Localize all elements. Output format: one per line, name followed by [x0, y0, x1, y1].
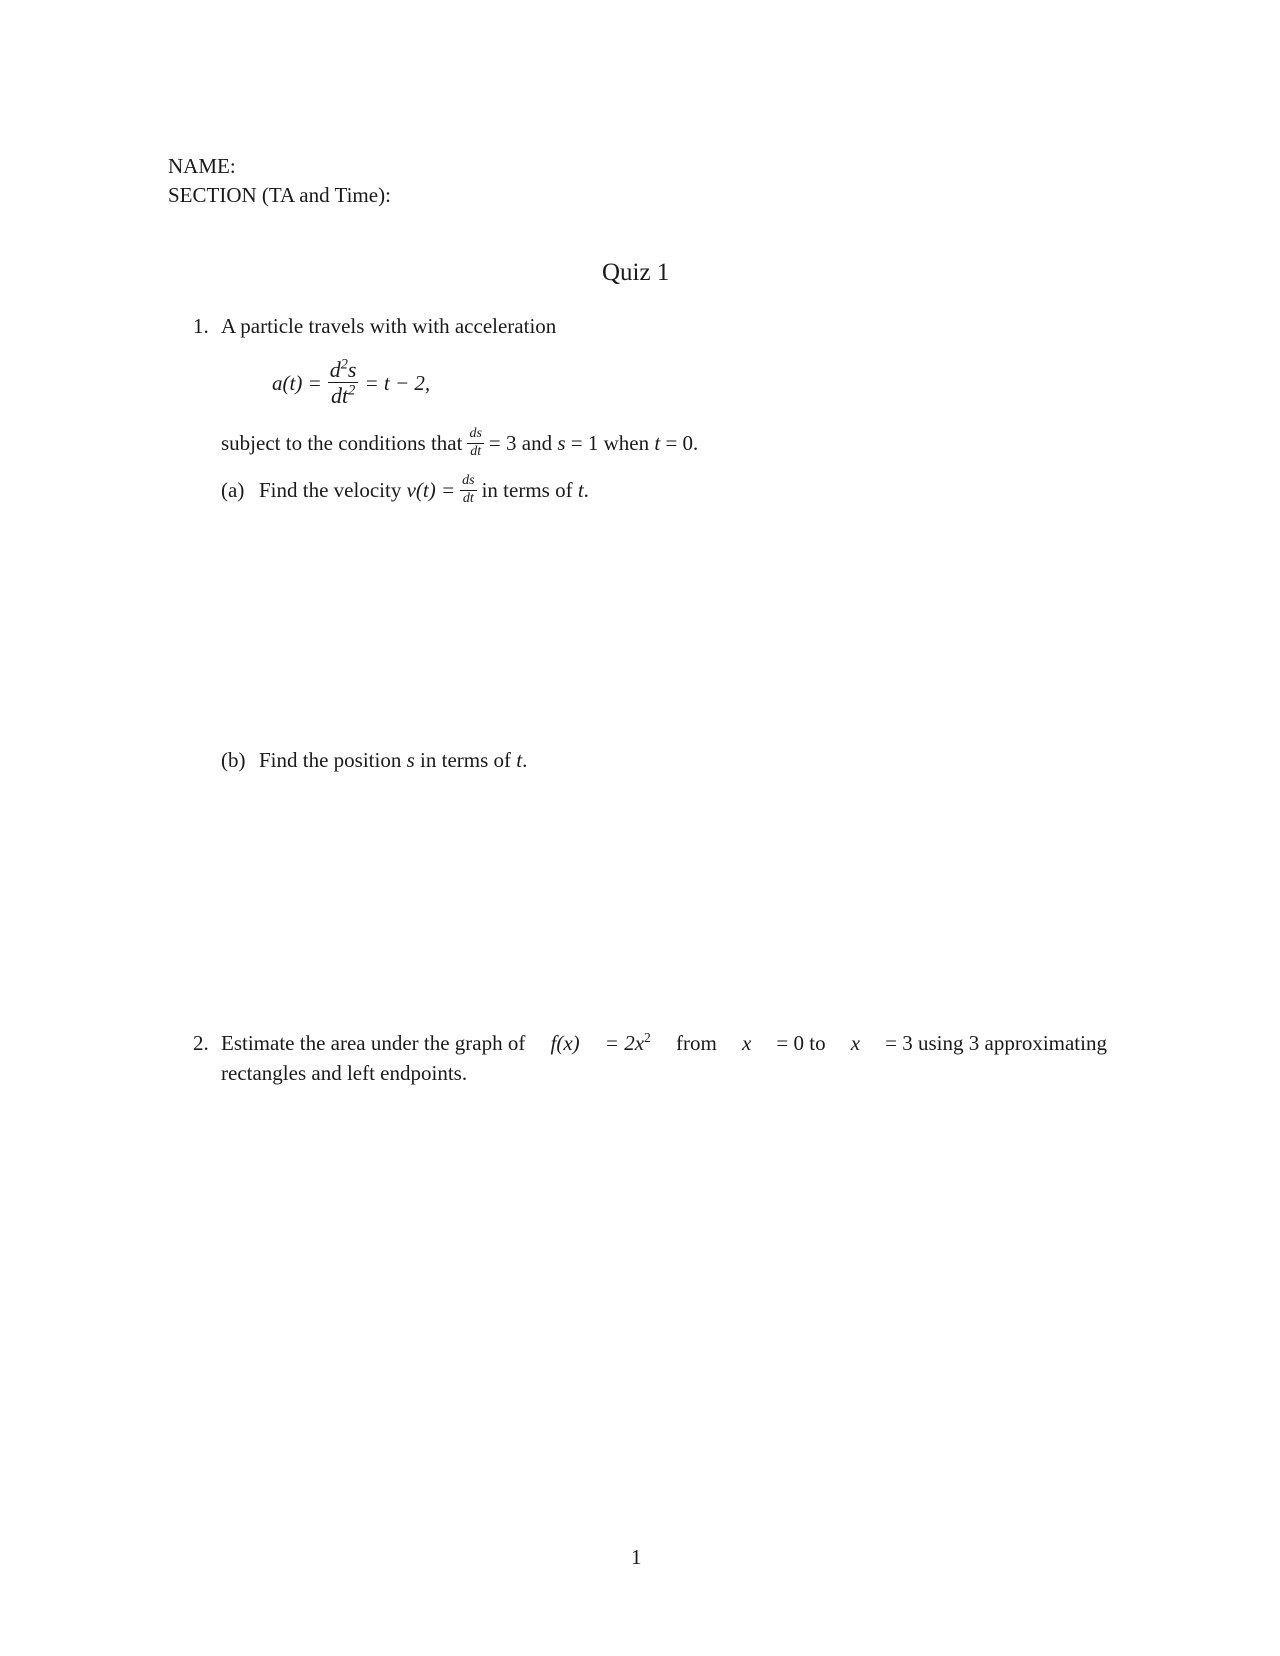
section-label: SECTION (TA and Time):: [168, 183, 391, 207]
question-2-line-2: rectangles and left endpoints.: [221, 1061, 468, 1085]
conditions-line: subject to the conditions that $\frac{ds}{dt}$ = 3 and s = 1 when t = 0.: [221, 426, 699, 459]
fraction-denominator: $dt^2$: [330, 382, 356, 409]
part-a: (a) Find the velocity v(t) = $\frac{ds}{dt}$ in terms of t .: [221, 473, 589, 506]
part-b: (b) Find the position s in terms of t.: [221, 748, 528, 772]
part-b-label: (b): [221, 748, 246, 772]
name-label: NAME:: [168, 154, 236, 178]
fraction-numerator: $d^2s$: [329, 356, 357, 382]
equation-lhs: a(t) =: [272, 370, 322, 395]
question-1-intro: A particle travels with with acceleration: [221, 314, 557, 338]
equation-rhs: = t − 2,: [364, 370, 431, 395]
part-a-label: (a): [221, 478, 245, 503]
page-number: 1: [631, 1545, 642, 1569]
page-title: Quiz 1: [602, 259, 670, 286]
question-2-number: 2.: [193, 1031, 209, 1055]
velocity-fraction: $\frac{ds}{dt}$: [462, 473, 475, 506]
question-1-number: 1.: [193, 314, 209, 338]
second-derivative-fraction: [328, 358, 359, 407]
ds-dt-fraction: $\frac{ds}{dt}$: [469, 426, 482, 459]
question-2-line-1: Estimate the area under the graph of f(x) = $2x^2$ from x = 0 to x = 3 using 3 approximating: [221, 1030, 1107, 1055]
acceleration-equation: [272, 358, 430, 407]
